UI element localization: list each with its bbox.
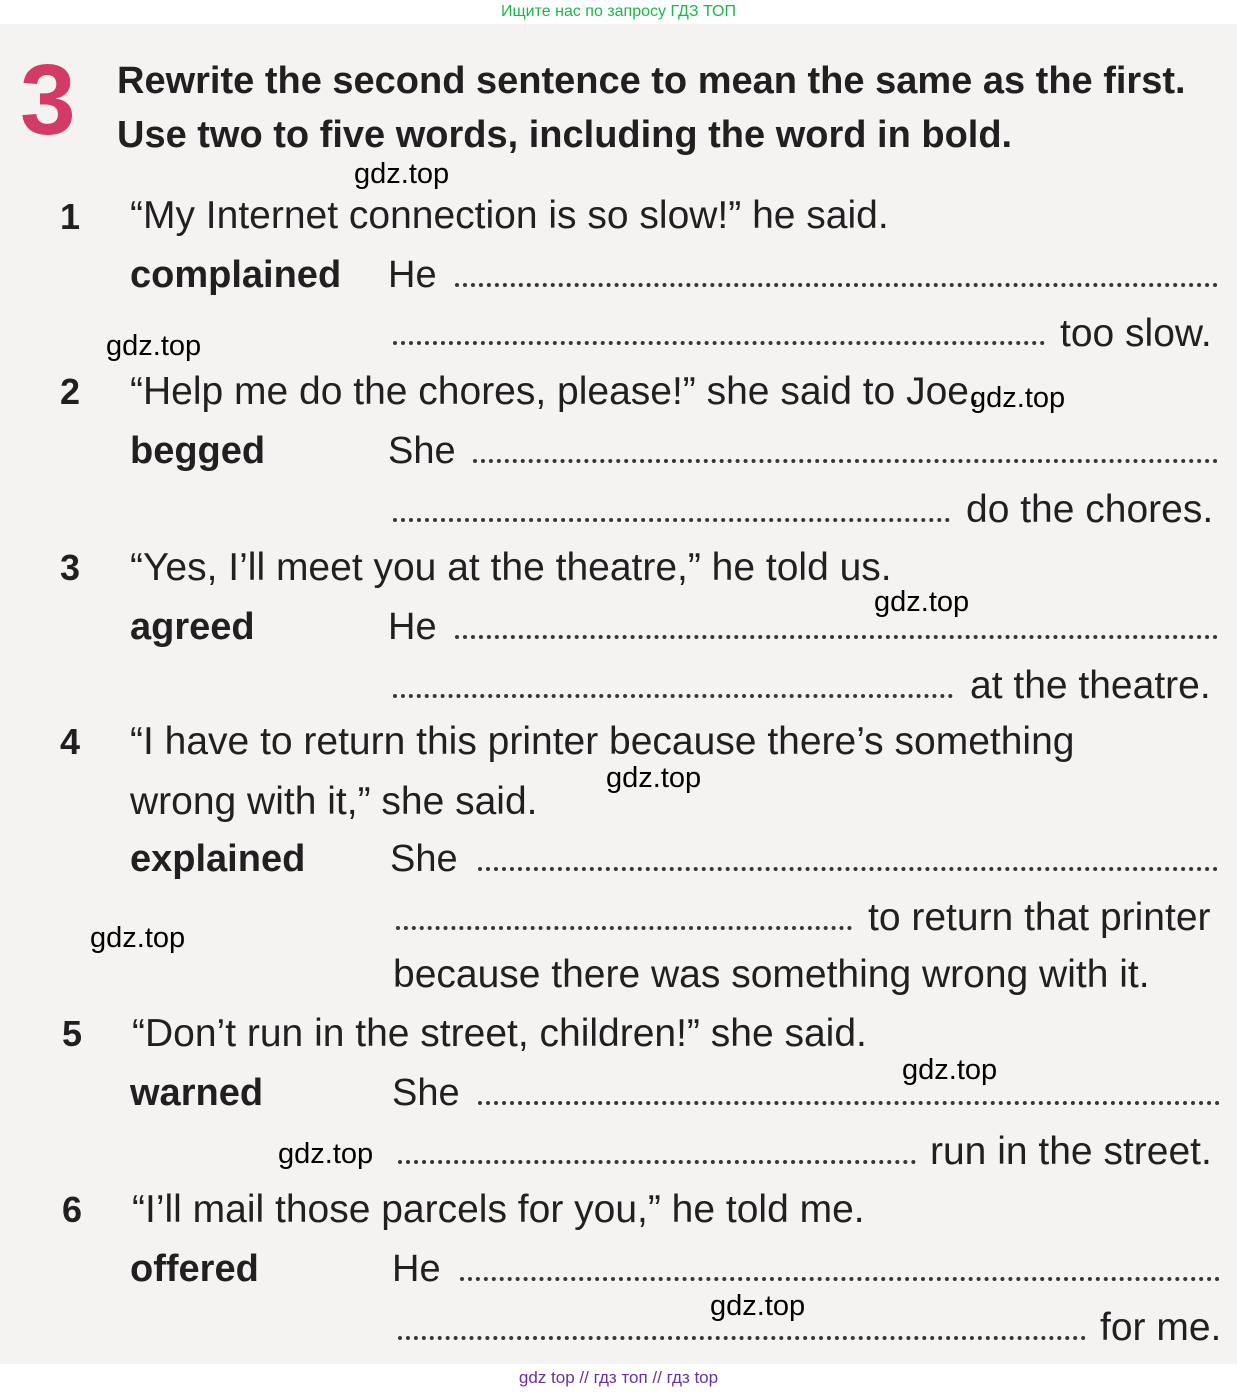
item-6-answer-line-1[interactable] [460, 1277, 1220, 1281]
item-5-ending: run in the street. [930, 1130, 1212, 1173]
item-4-subject: She [390, 838, 458, 880]
item-1-answer-line-1[interactable] [455, 283, 1218, 287]
watermark: gdz.top [606, 762, 702, 794]
item-5-keyword: warned [130, 1072, 264, 1114]
item-3-answer-line-2[interactable] [393, 694, 953, 698]
item-6-keyword: offered [130, 1248, 259, 1290]
watermark: gdz.top [874, 586, 970, 618]
top-banner: Ищите нас по запросу ГДЗ ТОП [0, 0, 1237, 24]
item-6-sentence: “I’ll mail those parcels for you,” he told me. [132, 1188, 865, 1231]
item-6-answer-line-2[interactable] [398, 1336, 1086, 1340]
item-3-sentence: “Yes, I’ll meet you at the theatre,” he told us. [130, 546, 892, 589]
watermark: gdz.top [354, 158, 450, 190]
item-5-answer-line-1[interactable] [478, 1101, 1220, 1105]
item-1-ending: too slow. [1060, 312, 1212, 355]
instruction-line-1: Rewrite the second sentence to mean the same as the first. [117, 60, 1186, 102]
watermark: gdz.top [106, 330, 202, 362]
item-4-number: 4 [60, 721, 81, 762]
item-4-answer-line-2[interactable] [396, 926, 852, 930]
item-1-sentence: “My Internet connection is so slow!” he said. [130, 194, 889, 237]
item-2-sentence: “Help me do the chores, please!” she said to Joe. [130, 370, 980, 413]
item-4-ending-line-2: because there was something wrong with it. [393, 953, 1150, 996]
item-4-answer-line-1[interactable] [478, 867, 1218, 871]
watermark: gdz.top [90, 922, 186, 954]
exercise-number: 3 [20, 44, 76, 156]
item-1-answer-line-2[interactable] [393, 341, 1045, 345]
watermark: gdz.top [710, 1290, 806, 1322]
item-6-ending: for me. [1100, 1306, 1222, 1349]
item-4-keyword: explained [130, 838, 306, 880]
item-1-number: 1 [60, 196, 81, 237]
item-3-keyword: agreed [130, 606, 255, 648]
item-4-sentence-line-1: “I have to return this printer because there’s something [130, 720, 1075, 763]
item-1-keyword: complained [130, 254, 342, 296]
item-6-number: 6 [62, 1189, 83, 1230]
item-2-ending: do the chores. [966, 488, 1214, 531]
watermark: gdz.top [970, 382, 1066, 414]
watermark: gdz.top [278, 1138, 374, 1170]
item-2-subject: She [388, 430, 456, 472]
watermark: gdz.top [902, 1054, 998, 1086]
bottom-banner: gdz top // гдз топ // гдз top [0, 1364, 1237, 1392]
item-2-number: 2 [60, 371, 81, 412]
item-4-sentence-line-2: wrong with it,” she said. [130, 780, 538, 823]
item-5-answer-line-2[interactable] [398, 1160, 916, 1164]
item-4-ending-line-1: to return that printer [868, 896, 1211, 939]
item-2-answer-line-2[interactable] [393, 518, 950, 522]
item-1-subject: He [388, 254, 437, 296]
item-3-answer-line-1[interactable] [455, 635, 1218, 639]
item-3-subject: He [388, 606, 437, 648]
item-5-sentence: “Don’t run in the street, children!” she said. [132, 1012, 867, 1055]
item-5-subject: She [392, 1072, 460, 1114]
instruction-line-2: Use two to five words, including the word in bold. [117, 114, 1013, 156]
item-6-subject: He [392, 1248, 441, 1290]
item-2-answer-line-1[interactable] [473, 459, 1218, 463]
item-3-ending: at the theatre. [970, 664, 1211, 707]
item-2-keyword: begged [130, 430, 266, 472]
item-5-number: 5 [62, 1013, 83, 1054]
item-3-number: 3 [60, 547, 81, 588]
